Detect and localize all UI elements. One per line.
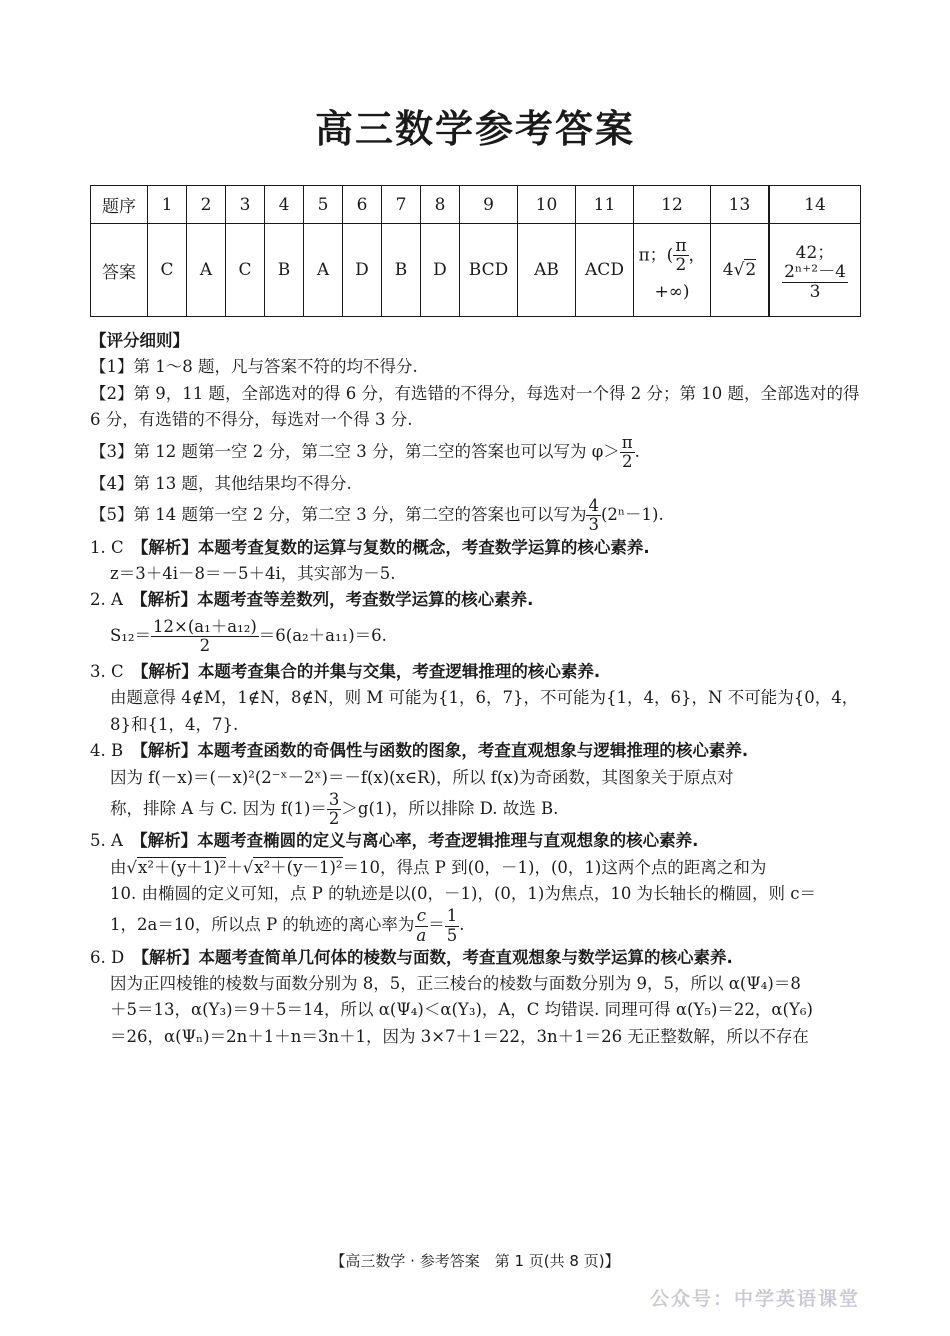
answer-cell-13 [711, 224, 770, 317]
q5-body-3 [90, 907, 862, 944]
q5-desc: 本题考查椭圆的定义与离心率，考查逻辑推理与直观想象的核心素养. [197, 831, 699, 851]
q4-heading [90, 738, 862, 764]
a13-radicand: 2 [745, 260, 757, 280]
a14-pre: 42； [795, 243, 835, 264]
question-number: 6 [343, 186, 382, 224]
analysis-tag: 【解析】 [140, 947, 199, 967]
rule-3-text: 【3】第 12 题第一空 2 分，第二空 3 分，第二空的答案也可以写为 φ＞ [90, 441, 620, 461]
q4-id: 4. B [90, 741, 124, 761]
answer-cell: A [304, 224, 343, 317]
answer-content [90, 328, 862, 1050]
question-number: 8 [421, 186, 460, 224]
q5-heading [90, 828, 862, 854]
answer-cell: AB [518, 224, 576, 317]
fraction [782, 263, 848, 301]
fraction [586, 497, 601, 534]
numerator: 1 [446, 906, 458, 926]
rule-2: 【2】第 9，11 题，全部选对的得 6 分，有选错的不得分，每选对一个得 2 分；第 10 题，全部选对的得 6 分，有选错的不得分，每选对一个得 3 分. [90, 383, 860, 430]
q4-body-1: 因为 f(－x)＝(－x)²(2⁻ˣ－2ˣ)＝－f(x)(x∈R)，所以 f(x)为奇函数，其图象关于原点对 [110, 767, 734, 787]
question-number: 4 [265, 186, 304, 224]
fraction [414, 907, 428, 944]
rule-5-text: 【5】第 14 题第一空 2 分，第二空 3 分，第二空的答案也可以写为 [90, 505, 587, 525]
analysis-tag: 【解析】 [140, 537, 198, 557]
q6-body-2: ＋5＝13，α(Υ₃)＝9＋5＝14，所以 α(Ψ₄)＜α(Υ₃)，A，C 均错误. 同理可得 α(Υ₅)＝22，α(Υ₆) [110, 1000, 813, 1020]
q5-text: 1，2a＝10，所以点 P 的轨迹的离心率为 [110, 915, 415, 935]
fraction [327, 791, 342, 828]
denominator: 2 [199, 635, 211, 655]
sqrt-sign: √ [242, 857, 254, 877]
rule-3-end: . [634, 441, 640, 461]
rule-3 [90, 434, 862, 471]
row-label: 答案 [91, 224, 148, 317]
q6-id: 6. D [90, 947, 125, 967]
numerator: 2ⁿ⁺²－4 [784, 262, 846, 283]
numerator: 4 [588, 496, 599, 516]
answer-cell: ACD [576, 224, 634, 317]
q4-text: 称，排除 A 与 C. 因为 f(1)＝ [110, 799, 327, 819]
question-number: 10 [518, 186, 576, 224]
question-number: 11 [576, 186, 634, 224]
q2-body [90, 618, 862, 655]
answer-row [91, 224, 861, 317]
q1-id: 1. C [90, 537, 124, 557]
q5-body-1 [90, 855, 862, 881]
q3-desc: 本题考查集合的并集与交集，考查逻辑推理的核心素养. [197, 661, 601, 681]
q3-id: 3. C [90, 661, 124, 681]
q1-heading [90, 535, 862, 561]
q5-id: 5. A [90, 831, 123, 851]
question-number: 3 [226, 186, 265, 224]
answer-cell-12 [634, 224, 711, 317]
fraction [445, 907, 460, 944]
q6-desc: 本题考查简单几何体的棱数与面数，考查直观想象与数学运算的核心素养. [198, 947, 733, 967]
denominator: 5 [446, 925, 458, 945]
analysis-tag: 【解析】 [140, 661, 198, 681]
numerator: 12×(a₁＋a₁₂) [153, 616, 257, 636]
answer-cell: C [148, 224, 187, 317]
answer-cell: A [187, 224, 226, 317]
q2-id: 2. A [90, 590, 123, 610]
q2-rhs: ＝6(a₂＋a₁₁)＝6. [258, 625, 387, 645]
sqrt-sign: √ [733, 260, 745, 280]
q5-text: 由 [110, 857, 127, 877]
q6-body-3: ＝26，α(Ψₙ)＝2n＋1＋n＝3n＋1，因为 3×7＋1＝22，3n＋1＝26 无正整数解，所以不存在 [110, 1026, 809, 1046]
radicand: x²＋(y－1)² [254, 857, 343, 877]
q3-heading [90, 659, 862, 685]
q6-body-1: 因为正四棱锥的棱数与面数分别为 8，5，正三棱台的棱数与面数分别为 9，5，所以 α(Ψ₄)＝8 [110, 974, 801, 994]
q1-desc: 本题考查复数的运算与复数的概念，考查数学运算的核心素养. [197, 537, 650, 557]
answer-table [90, 185, 861, 317]
q4-desc: 本题考查函数的奇偶性与函数的图象，考查直观想象与逻辑推理的核心素养. [197, 741, 749, 761]
numerator: c [416, 906, 426, 926]
rule-5-end: (2ⁿ－1). [600, 505, 664, 525]
analysis-tag: 【解析】 [139, 741, 198, 761]
answer-cell: C [226, 224, 265, 317]
rule-4: 【4】第 13 题，其他结果均不得分. [90, 473, 352, 493]
question-number: 2 [187, 186, 226, 224]
numerator: π [621, 432, 633, 452]
answer-cell: B [265, 224, 304, 317]
answer-cell: D [343, 224, 382, 317]
a12-post: +∞) [654, 282, 690, 303]
question-number: 13 [711, 186, 770, 224]
q2-desc: 本题考查等差数列，考查数学运算的核心素养. [197, 590, 534, 610]
plus-sign: ＋ [226, 857, 243, 877]
fraction [151, 618, 259, 655]
question-number-row [91, 186, 861, 224]
rule-5 [90, 497, 862, 534]
numerator: π [675, 235, 687, 256]
fraction [673, 237, 688, 275]
watermark: 公众号：中学英语课堂 [650, 1288, 861, 1310]
denominator: 2 [328, 809, 340, 829]
numerator: 3 [328, 789, 340, 809]
a13-coef: 4 [722, 260, 734, 280]
question-number: 14 [769, 186, 861, 224]
analysis-tag: 【解析】 [139, 831, 198, 851]
q2-heading [90, 587, 862, 613]
q5-end: . [459, 915, 465, 935]
denominator: 2 [675, 255, 687, 276]
question-number: 9 [460, 186, 518, 224]
denominator: 2 [621, 451, 633, 471]
q6-heading [90, 945, 862, 971]
a12-mid: ， [688, 245, 706, 266]
q5-text: ＝10，得点 P 到(0，－1)，(0，1)这两个点的距离之和为 [342, 857, 767, 877]
question-number: 5 [304, 186, 343, 224]
denominator: 3 [588, 515, 599, 535]
rule-1: 【1】第 1～8 题，凡与答案不符的均不得分. [90, 357, 418, 377]
equals-sign: ＝ [428, 915, 445, 935]
denominator: 3 [809, 282, 821, 302]
radicand: x²＋(y＋1)² [138, 857, 227, 877]
question-number: 1 [148, 186, 187, 224]
page-footer: 【高三数学 · 参考答案 第 1 页(共 8 页)】 [330, 1252, 620, 1270]
rules-heading: 【评分细则】 [90, 331, 189, 350]
q1-body: z＝3＋4i－8＝－5＋4i，其实部为－5. [110, 563, 396, 583]
a12-pre: π；( [638, 245, 674, 266]
q4-text: ＞g(1)，所以排除 D. 故选 B. [341, 799, 559, 819]
sqrt-sign: √ [126, 857, 138, 877]
answer-cell: D [421, 224, 460, 317]
q2-lhs: S₁₂＝ [110, 625, 152, 645]
q3-body: 由题意得 4∉M，1∉N，8∉N，则 M 可能为{1，6，7}，不可能为{1，4，6}，N 不可能为{0，4，8}和{1，4，7}. [110, 688, 859, 734]
question-number: 12 [634, 186, 711, 224]
analysis-tag: 【解析】 [139, 590, 198, 610]
denominator: a [416, 925, 427, 945]
row-label: 题序 [91, 186, 148, 224]
page-title: 高三数学参考答案 [314, 107, 635, 151]
answer-cell: BCD [460, 224, 518, 317]
question-number: 7 [382, 186, 421, 224]
q4-body-2 [90, 791, 862, 828]
q5-body-2: 10. 由椭圆的定义可知，点 P 的轨迹是以(0，－1)，(0，1)为焦点，10 为长轴长的椭圆，则 c＝ [110, 883, 817, 903]
answer-cell: B [382, 224, 421, 317]
answer-cell-14 [769, 224, 861, 317]
fraction [620, 434, 635, 471]
